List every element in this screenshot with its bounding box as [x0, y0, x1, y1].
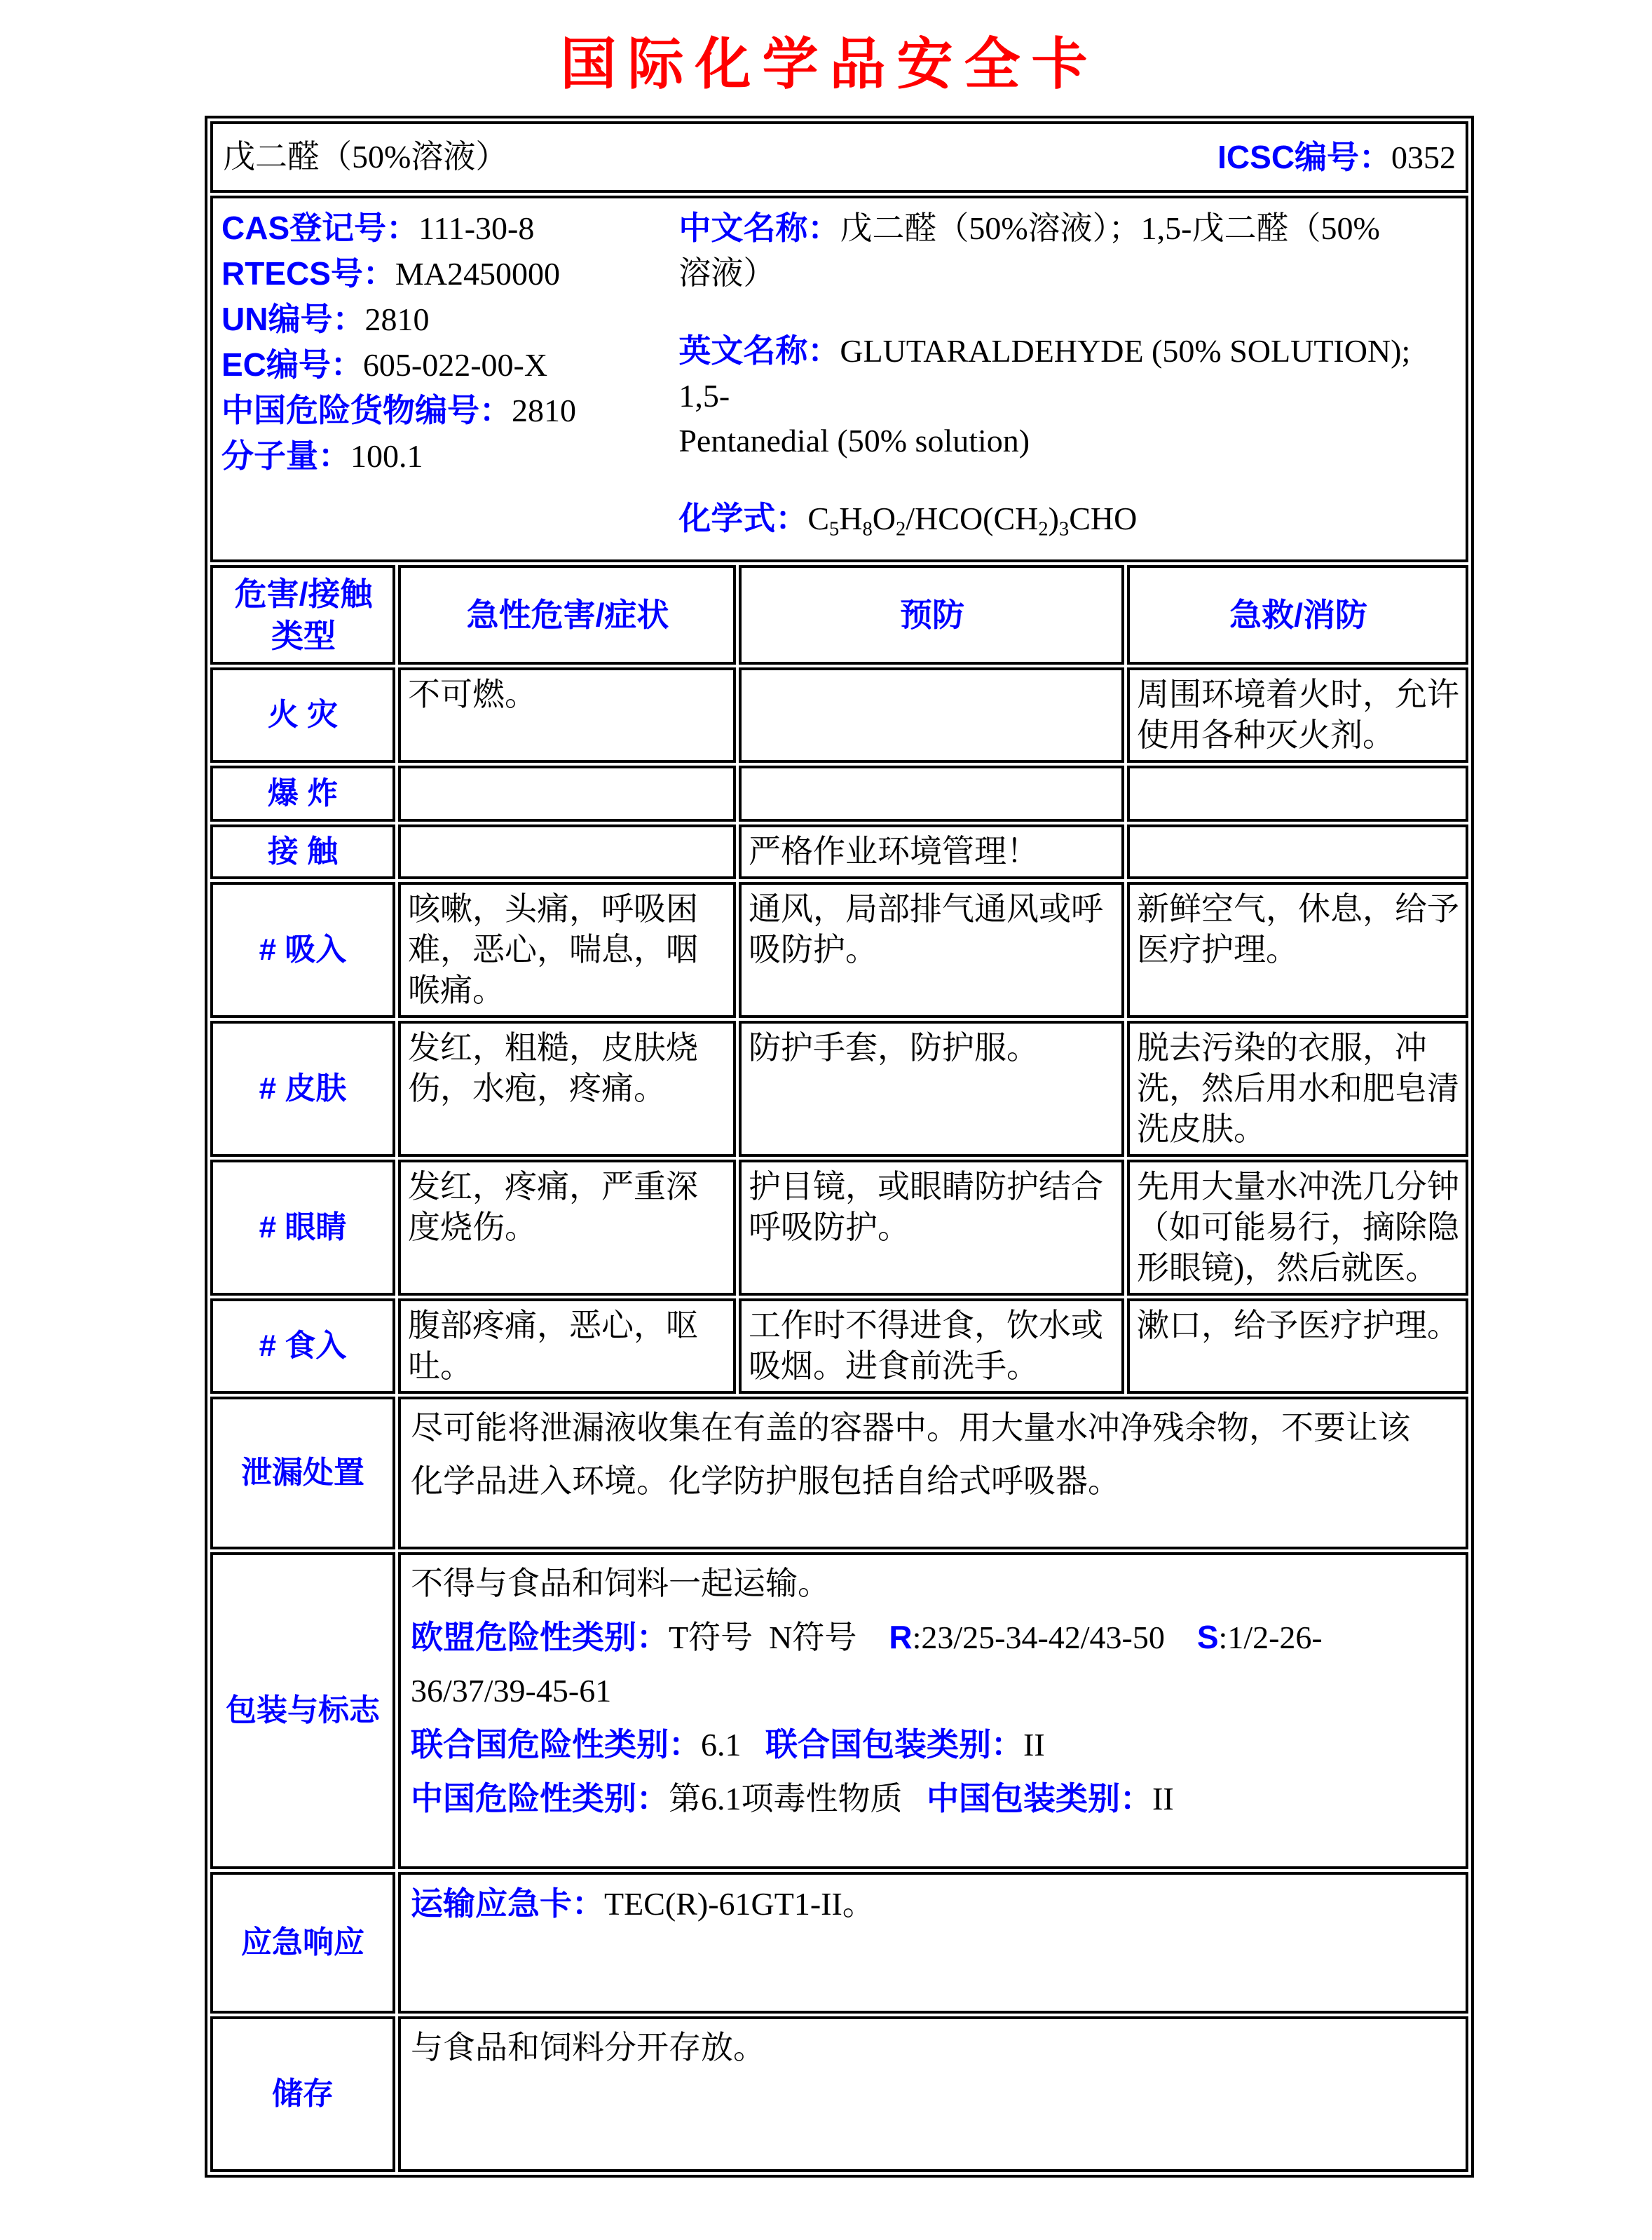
text-line: [221, 251, 678, 297]
text-line: [678, 251, 1457, 296]
safety-card-table: [205, 116, 1474, 2178]
row-ingestion-label: # 食入: [210, 1298, 395, 1394]
text-line: [221, 433, 678, 479]
row-spill-content: [398, 1397, 1468, 1549]
header-response: 急救/消防: [1127, 565, 1468, 665]
row-eyes-response: 先用大量水冲洗几分钟（如可能易行，摘除隐形眼镜)，然后就医。: [1127, 1160, 1468, 1296]
text-line: [678, 419, 1457, 463]
row-fire-symptoms: 不可燃。: [398, 667, 736, 763]
row-packaging-labelling: [210, 1552, 1468, 1869]
text-segment: 6.1: [701, 1726, 765, 1763]
row-emergency-label: 应急响应: [210, 1872, 395, 2014]
row-ingestion-prevention: 工作时不得进食，饮水或吸烟。进食前洗手。: [739, 1298, 1124, 1394]
row-emergency-content: [398, 1872, 1468, 2014]
text-segment: TEC(R)-61GT1-II。: [604, 1885, 875, 1922]
text-segment: C: [807, 501, 829, 536]
text-line: [411, 1563, 1456, 1604]
row-eyes-prevention: 护目镜，或眼睛防护结合呼吸防护。: [739, 1160, 1124, 1296]
row-storage: [210, 2016, 1468, 2172]
text-line: [221, 205, 678, 251]
text-segment: CHO: [1069, 501, 1138, 536]
text-line: [678, 496, 1457, 552]
field-label: 中文名称：: [678, 210, 840, 246]
row-explosion-symptoms: [398, 766, 736, 822]
header-prevention: 预防: [739, 565, 1124, 665]
row-fire-prevention: [739, 667, 1124, 763]
substance-header-flex: [223, 137, 1456, 178]
text-segment: 化学品进入环境。化学防护服包括自给式呼吸器。: [411, 1462, 1120, 1499]
row-explosion-prevention: [739, 766, 1124, 822]
row-skin-label: # 皮肤: [210, 1021, 395, 1157]
text-segment: 36/37/39-45-61: [411, 1672, 612, 1709]
icsc-number: [1217, 137, 1456, 178]
row-inhalation-prevention: 通风，局部排气通风或呼吸防护。: [739, 882, 1124, 1018]
row-storage-label: 储存: [210, 2016, 395, 2172]
row-skin-response: 脱去污染的衣服，冲洗，然后用水和肥皂清洗皮肤。: [1127, 1021, 1468, 1157]
text-segment: /HCO(CH: [906, 501, 1039, 536]
row-contact-label: 接 触: [210, 824, 395, 879]
text-line: [221, 342, 678, 388]
hazard-header-row: [210, 565, 1468, 665]
header-symptoms: 急性危害/症状: [398, 565, 736, 665]
row-explosion-label: 爆 炸: [210, 766, 395, 822]
text-line: [411, 1883, 1456, 1925]
identifiers-column: [221, 205, 678, 552]
text-segment: Pentanedial (50% solution): [678, 423, 1030, 459]
text-segment: 溶液）: [678, 255, 776, 291]
text-line: [411, 1778, 1456, 1819]
field-label: 欧盟危险性类别：: [411, 1618, 669, 1655]
row-contact-response: [1127, 824, 1468, 879]
text-segment: 8: [862, 518, 873, 541]
text-segment: 111-30-8: [418, 210, 535, 246]
substance-name: 戊二醛（50%溶液）: [223, 139, 508, 175]
text-line: [411, 1617, 1456, 1658]
text-line: [678, 205, 1457, 251]
text-segment: 5: [829, 518, 840, 541]
text-segment: H: [839, 501, 863, 536]
row-inhalation-label: # 吸入: [210, 882, 395, 1018]
text-segment: :1/2-26-: [1218, 1619, 1323, 1655]
field-label: 英文名称：: [678, 332, 840, 369]
field-label: S: [1196, 1618, 1219, 1655]
text-line: [221, 297, 678, 342]
row-eyes-label: # 眼睛: [210, 1160, 395, 1296]
field-label: RTECS号：: [221, 255, 395, 292]
field-label: 中国危险货物编号：: [221, 392, 512, 428]
text-segment: 2810: [512, 393, 576, 428]
row-skin-prevention: 防护手套，防护服。: [739, 1021, 1124, 1157]
row-skin: [210, 1021, 1468, 1157]
row-contact-symptoms: [398, 824, 736, 879]
row-fire-label: 火 灾: [210, 667, 395, 763]
row-spill-label: 泄漏处置: [210, 1397, 395, 1549]
row-inhalation: [210, 882, 1468, 1018]
english-name: [678, 328, 1457, 463]
row-packaging-content: [398, 1552, 1468, 1869]
icsc-number-label: ICSC编号：: [1217, 138, 1392, 175]
header-hazard-type: [210, 565, 395, 665]
text-line: [411, 2028, 1456, 2068]
text-segment: II: [1023, 1726, 1045, 1763]
text-segment: 第6.1项毒性物质: [669, 1780, 927, 1817]
icsc-number-value: 0352: [1391, 139, 1456, 175]
field-label: 中国危险性类别：: [411, 1779, 669, 1817]
row-ingestion-response: 漱口，给予医疗护理。: [1127, 1298, 1468, 1394]
row-inhalation-response: 新鲜空气，休息，给予医疗护理。: [1127, 882, 1468, 1018]
row-contact: [210, 824, 1468, 879]
text-line: [411, 1461, 1456, 1502]
text-line: [221, 388, 678, 433]
header-hazard-type-line1: 危害/接触: [234, 575, 373, 612]
text-line: [411, 1671, 1456, 1711]
field-label: EC编号：: [221, 346, 363, 383]
row-explosion-response: [1127, 766, 1468, 822]
field-label: 分子量：: [221, 437, 350, 474]
page-title: 国际化学品安全卡: [560, 33, 1099, 95]
row-fire: [210, 667, 1468, 763]
text-segment: 3: [1058, 518, 1070, 541]
chemical-formula: [678, 496, 1457, 552]
field-label: 联合国危险性类别：: [411, 1725, 701, 1763]
row-contact-prevention: 严格作业环境管理！: [739, 824, 1124, 879]
text-line: [678, 328, 1457, 419]
text-segment: 2810: [364, 301, 430, 337]
field-label: R: [889, 1618, 913, 1655]
row-storage-content: [398, 2016, 1468, 2172]
identification-columns: [221, 205, 1457, 552]
text-segment: 100.1: [350, 438, 423, 474]
field-label: UN编号：: [221, 301, 365, 337]
row-fire-response: 周围环境着火时，允许使用各种灭火剂。: [1127, 667, 1468, 763]
row-explosion: [210, 766, 1468, 822]
text-segment: 605-022-00-X: [362, 347, 548, 383]
row-ingestion-symptoms: 腹部疼痛，恶心，呕吐。: [398, 1298, 736, 1394]
text-segment: II: [1152, 1780, 1174, 1817]
text-segment: 2: [896, 518, 906, 541]
text-segment: :23/25-34-42/43-50: [912, 1619, 1197, 1655]
field-label: 运输应急卡：: [411, 1885, 604, 1922]
names-column: [678, 205, 1457, 552]
text-segment: 不得与食品和饲料一起运输。: [411, 1565, 830, 1601]
field-label: 联合国包装类别：: [765, 1725, 1023, 1763]
text-segment: T符号 N符号: [669, 1619, 889, 1655]
text-segment: 戊二醛（50%溶液）；1,5-戊二醛（50%: [840, 210, 1380, 246]
row-packaging-label: 包装与标志: [210, 1552, 395, 1869]
row-spill-disposal: [210, 1397, 1468, 1549]
text-segment: O: [872, 501, 896, 536]
text-segment: 与食品和饲料分开存放。: [411, 2029, 765, 2065]
row-skin-symptoms: 发红，粗糙，皮肤烧伤，水疱，疼痛。: [398, 1021, 736, 1157]
field-label: CAS登记号：: [221, 210, 419, 246]
header-hazard-type-line2: 类型: [271, 617, 336, 654]
text-segment: GLUTARALDEHYDE (50% SOLUTION); 1,5-: [678, 333, 1419, 414]
text-segment: 尽可能将泄漏液收集在有盖的容器中。用大量水冲净残余物，不要让该: [411, 1409, 1410, 1446]
text-segment: ): [1048, 501, 1059, 536]
text-segment: 2: [1038, 518, 1049, 541]
text-line: [411, 1724, 1456, 1765]
identification-row: [210, 196, 1468, 562]
identification-cell: [210, 196, 1468, 562]
field-label: 中国包装类别：: [927, 1779, 1152, 1817]
substance-header-cell: [210, 121, 1468, 193]
row-emergency-response: [210, 1872, 1468, 2014]
row-eyes-symptoms: 发红，疼痛，严重深度烧伤。: [398, 1160, 736, 1296]
text-line: [411, 1408, 1456, 1448]
row-ingestion: [210, 1298, 1468, 1394]
row-eyes: [210, 1160, 1468, 1296]
row-inhalation-symptoms: 咳嗽，头痛，呼吸困难，恶心，喘息，咽喉痛。: [398, 882, 736, 1018]
substance-header-row: [210, 121, 1468, 193]
text-segment: MA2450000: [395, 256, 561, 292]
field-label: 化学式：: [678, 500, 808, 536]
chinese-name: [678, 205, 1457, 296]
